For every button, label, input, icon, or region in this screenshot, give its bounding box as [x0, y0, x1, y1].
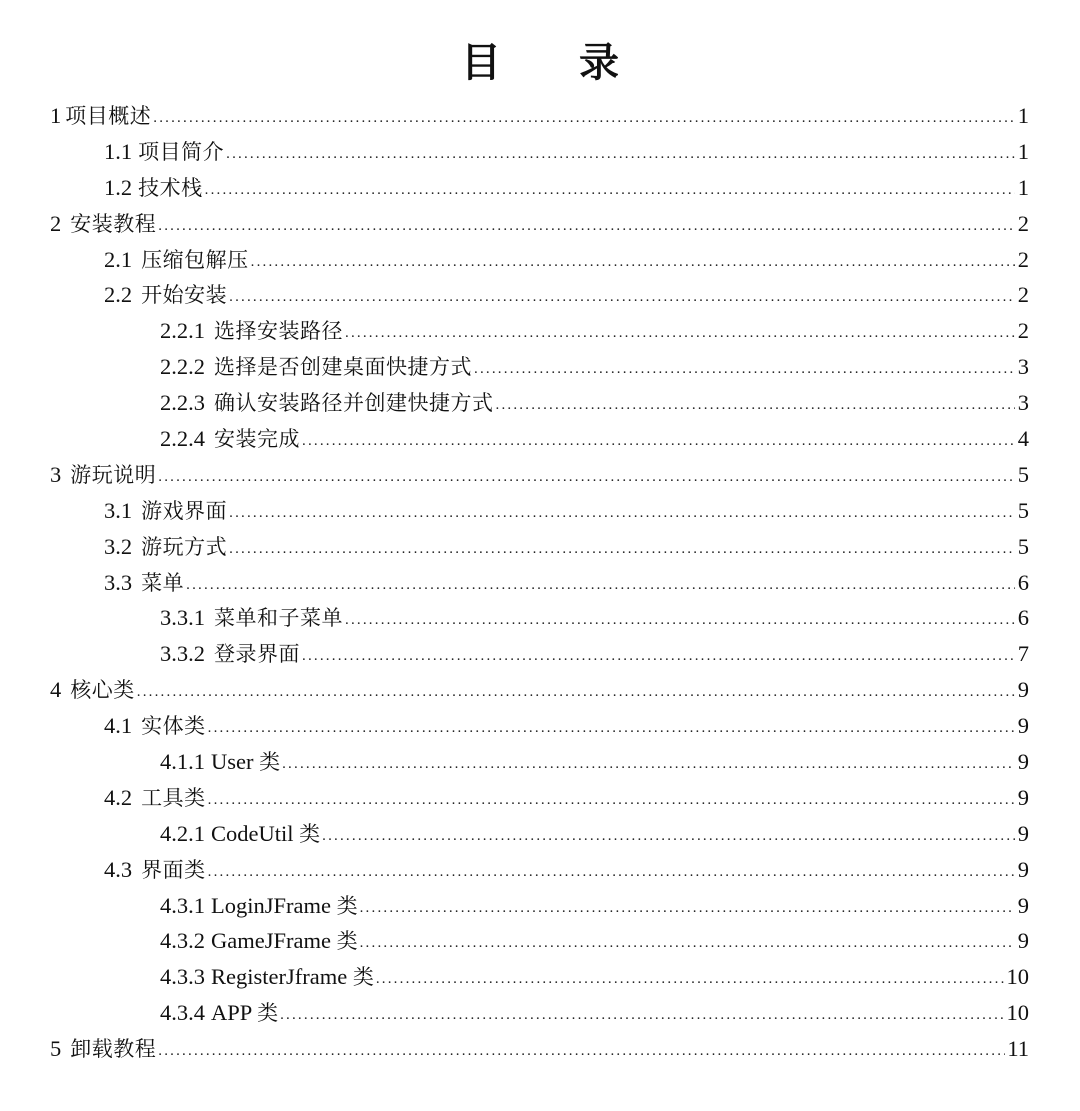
toc-entry-label: 选择安装路径 [214, 319, 343, 344]
toc-entry[interactable] [50, 888, 1029, 924]
toc-label-class-name: APP [211, 1000, 252, 1026]
toc-entry-label: 菜单和子菜单 [214, 606, 343, 631]
toc-entry-page: 11 [1007, 1036, 1029, 1062]
toc-entry[interactable] [50, 780, 1029, 816]
toc-entry-label [211, 816, 320, 853]
toc-entry-page: 10 [1006, 1000, 1029, 1026]
toc-entry-number: 2.2 [104, 282, 133, 308]
toc-label-suffix: 类 [352, 965, 374, 990]
toc-dot-leader [251, 245, 1015, 281]
toc-entry-number: 2.2.2 [160, 354, 205, 380]
toc-dot-leader [229, 532, 1015, 568]
toc-entry-label: 界面类 [141, 857, 206, 882]
toc-entry-number: 4.2.1 [160, 820, 205, 846]
toc-entry-number: 2.2.1 [160, 318, 205, 344]
toc-entry[interactable] [50, 923, 1029, 959]
toc-entry[interactable] [50, 565, 1029, 601]
toc-entry-number: 3 [50, 461, 62, 487]
toc-entry[interactable] [50, 349, 1029, 385]
toc-entry-label: 项目简介 [138, 139, 225, 164]
toc-entry-number: 2.2.3 [160, 390, 205, 416]
toc-entry[interactable] [50, 277, 1029, 313]
toc-entry-page: 9 [1017, 713, 1029, 739]
toc-dot-leader [376, 962, 1005, 998]
toc-dot-leader [158, 1034, 1005, 1070]
toc-entry-number: 4 [50, 677, 62, 703]
toc-entry-label: 实体类 [141, 714, 206, 739]
toc-entry-page: 2 [1017, 246, 1029, 272]
toc-entry[interactable] [50, 744, 1029, 780]
toc-entry[interactable] [50, 816, 1029, 852]
toc-entry-number: 5 [50, 1036, 62, 1062]
toc-entry-label: 确认安装路径并创建快捷方式 [214, 391, 494, 416]
toc-entry-page: 9 [1017, 856, 1029, 882]
toc-entry[interactable] [50, 206, 1029, 242]
toc-entry-page: 9 [1017, 892, 1029, 918]
toc-entry-page: 3 [1017, 390, 1029, 416]
toc-entry-number: 4.3 [104, 856, 133, 882]
toc-dot-leader [302, 639, 1015, 675]
toc-entry-page: 2 [1017, 318, 1029, 344]
toc-entry-page: 1 [1017, 174, 1029, 200]
toc-entry-label [211, 744, 280, 781]
toc-entry-number: 4.3.3 [160, 964, 205, 990]
page-title [0, 38, 1080, 88]
toc-entry-number: 4.1.1 [160, 749, 205, 775]
toc-entry[interactable] [50, 98, 1029, 134]
toc-entry[interactable] [50, 385, 1029, 421]
toc-entry-label: 工具类 [141, 785, 206, 810]
toc-entry-page: 6 [1017, 569, 1029, 595]
toc-entry-page: 7 [1017, 641, 1029, 667]
toc-entry-number: 1.2 [104, 174, 133, 200]
toc-entry[interactable] [50, 708, 1029, 744]
toc-label-class-name: LoginJFrame [211, 892, 331, 918]
toc-entry[interactable] [50, 636, 1029, 672]
toc-dot-leader [345, 603, 1015, 639]
toc-entry-label: 技术栈 [138, 175, 203, 200]
toc-entry-number: 1 [50, 103, 62, 128]
toc-dot-leader [226, 137, 1015, 173]
toc-entry-label: 菜单 [141, 570, 185, 595]
toc-dot-leader [496, 388, 1016, 424]
title-char-1: 目 [461, 40, 501, 86]
toc-entry-label [211, 995, 278, 1032]
toc-entry[interactable] [50, 852, 1029, 888]
toc-entry-number: 3.1 [104, 497, 133, 523]
toc-entry[interactable] [50, 421, 1029, 457]
toc-dot-leader [229, 280, 1015, 316]
toc-entry-number: 4.3.2 [160, 928, 205, 954]
toc-entry-label: 安装教程 [70, 211, 157, 236]
toc-entry-page: 5 [1017, 461, 1029, 487]
toc-entry-label: 游玩说明 [70, 462, 157, 487]
toc-entry-number: 2.2.4 [160, 426, 205, 452]
toc-dot-leader [186, 568, 1015, 604]
toc-entry-label: 项目概述 [65, 104, 152, 128]
toc-entry-label: 安装完成 [214, 427, 300, 452]
toc-entry-label: 核心类 [70, 678, 135, 703]
toc-entry[interactable] [50, 242, 1029, 278]
toc-entry-page: 6 [1017, 605, 1029, 631]
toc-entry-page: 5 [1017, 533, 1029, 559]
toc-entry-page: 1 [1017, 138, 1029, 164]
toc-entry-page: 9 [1017, 928, 1029, 954]
toc-label-suffix: 类 [259, 750, 281, 775]
toc-dot-leader [208, 855, 1015, 891]
toc-dot-leader [137, 675, 1015, 711]
toc-entry-page: 2 [1017, 210, 1029, 236]
toc-entry-page: 5 [1017, 497, 1029, 523]
toc-dot-leader [474, 352, 1015, 388]
toc-entry-page: 2 [1017, 282, 1029, 308]
toc-entry[interactable] [50, 959, 1029, 995]
toc-dot-leader [208, 783, 1015, 819]
toc-entry-number: 3.2 [104, 533, 133, 559]
toc-entry-number: 3.3.1 [160, 605, 205, 631]
toc-entry-number: 4.3.1 [160, 892, 205, 918]
toc-dot-leader [360, 891, 1015, 927]
toc-entry-number: 2 [50, 210, 62, 236]
toc-entry-label: 登录界面 [214, 642, 300, 667]
toc-entry-label [211, 888, 358, 925]
toc-entry-number: 3.3 [104, 569, 133, 595]
toc-entry-label [211, 959, 374, 996]
toc-entry-number: 4.3.4 [160, 1000, 205, 1026]
toc-entry-label: 选择是否创建桌面快捷方式 [214, 355, 472, 380]
toc-entry-page: 10 [1006, 964, 1029, 990]
toc-label-suffix: 类 [336, 929, 358, 954]
toc-entry-number: 1.1 [104, 138, 133, 164]
toc-entry[interactable] [50, 313, 1029, 349]
toc-dot-leader [280, 998, 1004, 1034]
toc-entry-label: 游玩方式 [141, 534, 228, 559]
toc-entry[interactable] [50, 529, 1029, 565]
toc-entry-number: 4.1 [104, 713, 133, 739]
toc-entry-page: 3 [1017, 354, 1029, 380]
toc-label-class-name: User [211, 749, 254, 775]
toc-dot-leader [158, 460, 1015, 496]
toc-entry-number: 2.1 [104, 246, 133, 272]
toc-dot-leader [205, 173, 1015, 209]
toc-entry-page: 1 [1017, 103, 1029, 128]
toc-entry[interactable] [50, 600, 1029, 636]
toc-dot-leader [282, 747, 1015, 783]
toc-entry-label: 压缩包解压 [141, 247, 249, 272]
toc-dot-leader [302, 424, 1015, 460]
toc-entry-page: 9 [1017, 749, 1029, 775]
toc-dot-leader [158, 209, 1015, 245]
toc-entry[interactable] [50, 493, 1029, 529]
toc-entry[interactable] [50, 672, 1029, 708]
toc-dot-leader [208, 711, 1015, 747]
toc-label-suffix: 类 [257, 1001, 279, 1026]
title-char-2: 录 [579, 40, 619, 86]
toc-entry-page: 9 [1017, 820, 1029, 846]
toc-entry-page: 9 [1017, 677, 1029, 703]
toc-dot-leader [360, 926, 1015, 962]
toc-entry[interactable] [50, 995, 1029, 1031]
toc-dot-leader [345, 316, 1015, 352]
table-of-contents [50, 98, 1029, 1067]
toc-entry-page: 4 [1017, 426, 1029, 452]
toc-entry-number: 4.2 [104, 784, 133, 810]
toc-entry-label: 游戏界面 [141, 498, 228, 523]
toc-entry[interactable] [50, 1031, 1029, 1067]
toc-dot-leader [153, 101, 1015, 137]
toc-entry[interactable] [50, 170, 1029, 206]
toc-entry[interactable] [50, 134, 1029, 170]
toc-label-suffix: 类 [336, 893, 358, 918]
toc-entry-label: 卸载教程 [70, 1037, 157, 1062]
toc-label-suffix: 类 [299, 821, 321, 846]
toc-dot-leader [229, 496, 1015, 532]
toc-entry-page: 9 [1017, 784, 1029, 810]
toc-entry[interactable] [50, 457, 1029, 493]
toc-label-class-name: RegisterJframe [211, 964, 348, 990]
toc-entry-number: 3.3.2 [160, 641, 205, 667]
toc-entry-label [211, 923, 358, 960]
toc-entry-label: 开始安装 [141, 283, 228, 308]
toc-dot-leader [322, 819, 1015, 855]
toc-label-class-name: CodeUtil [211, 820, 294, 846]
toc-label-class-name: GameJFrame [211, 928, 331, 954]
